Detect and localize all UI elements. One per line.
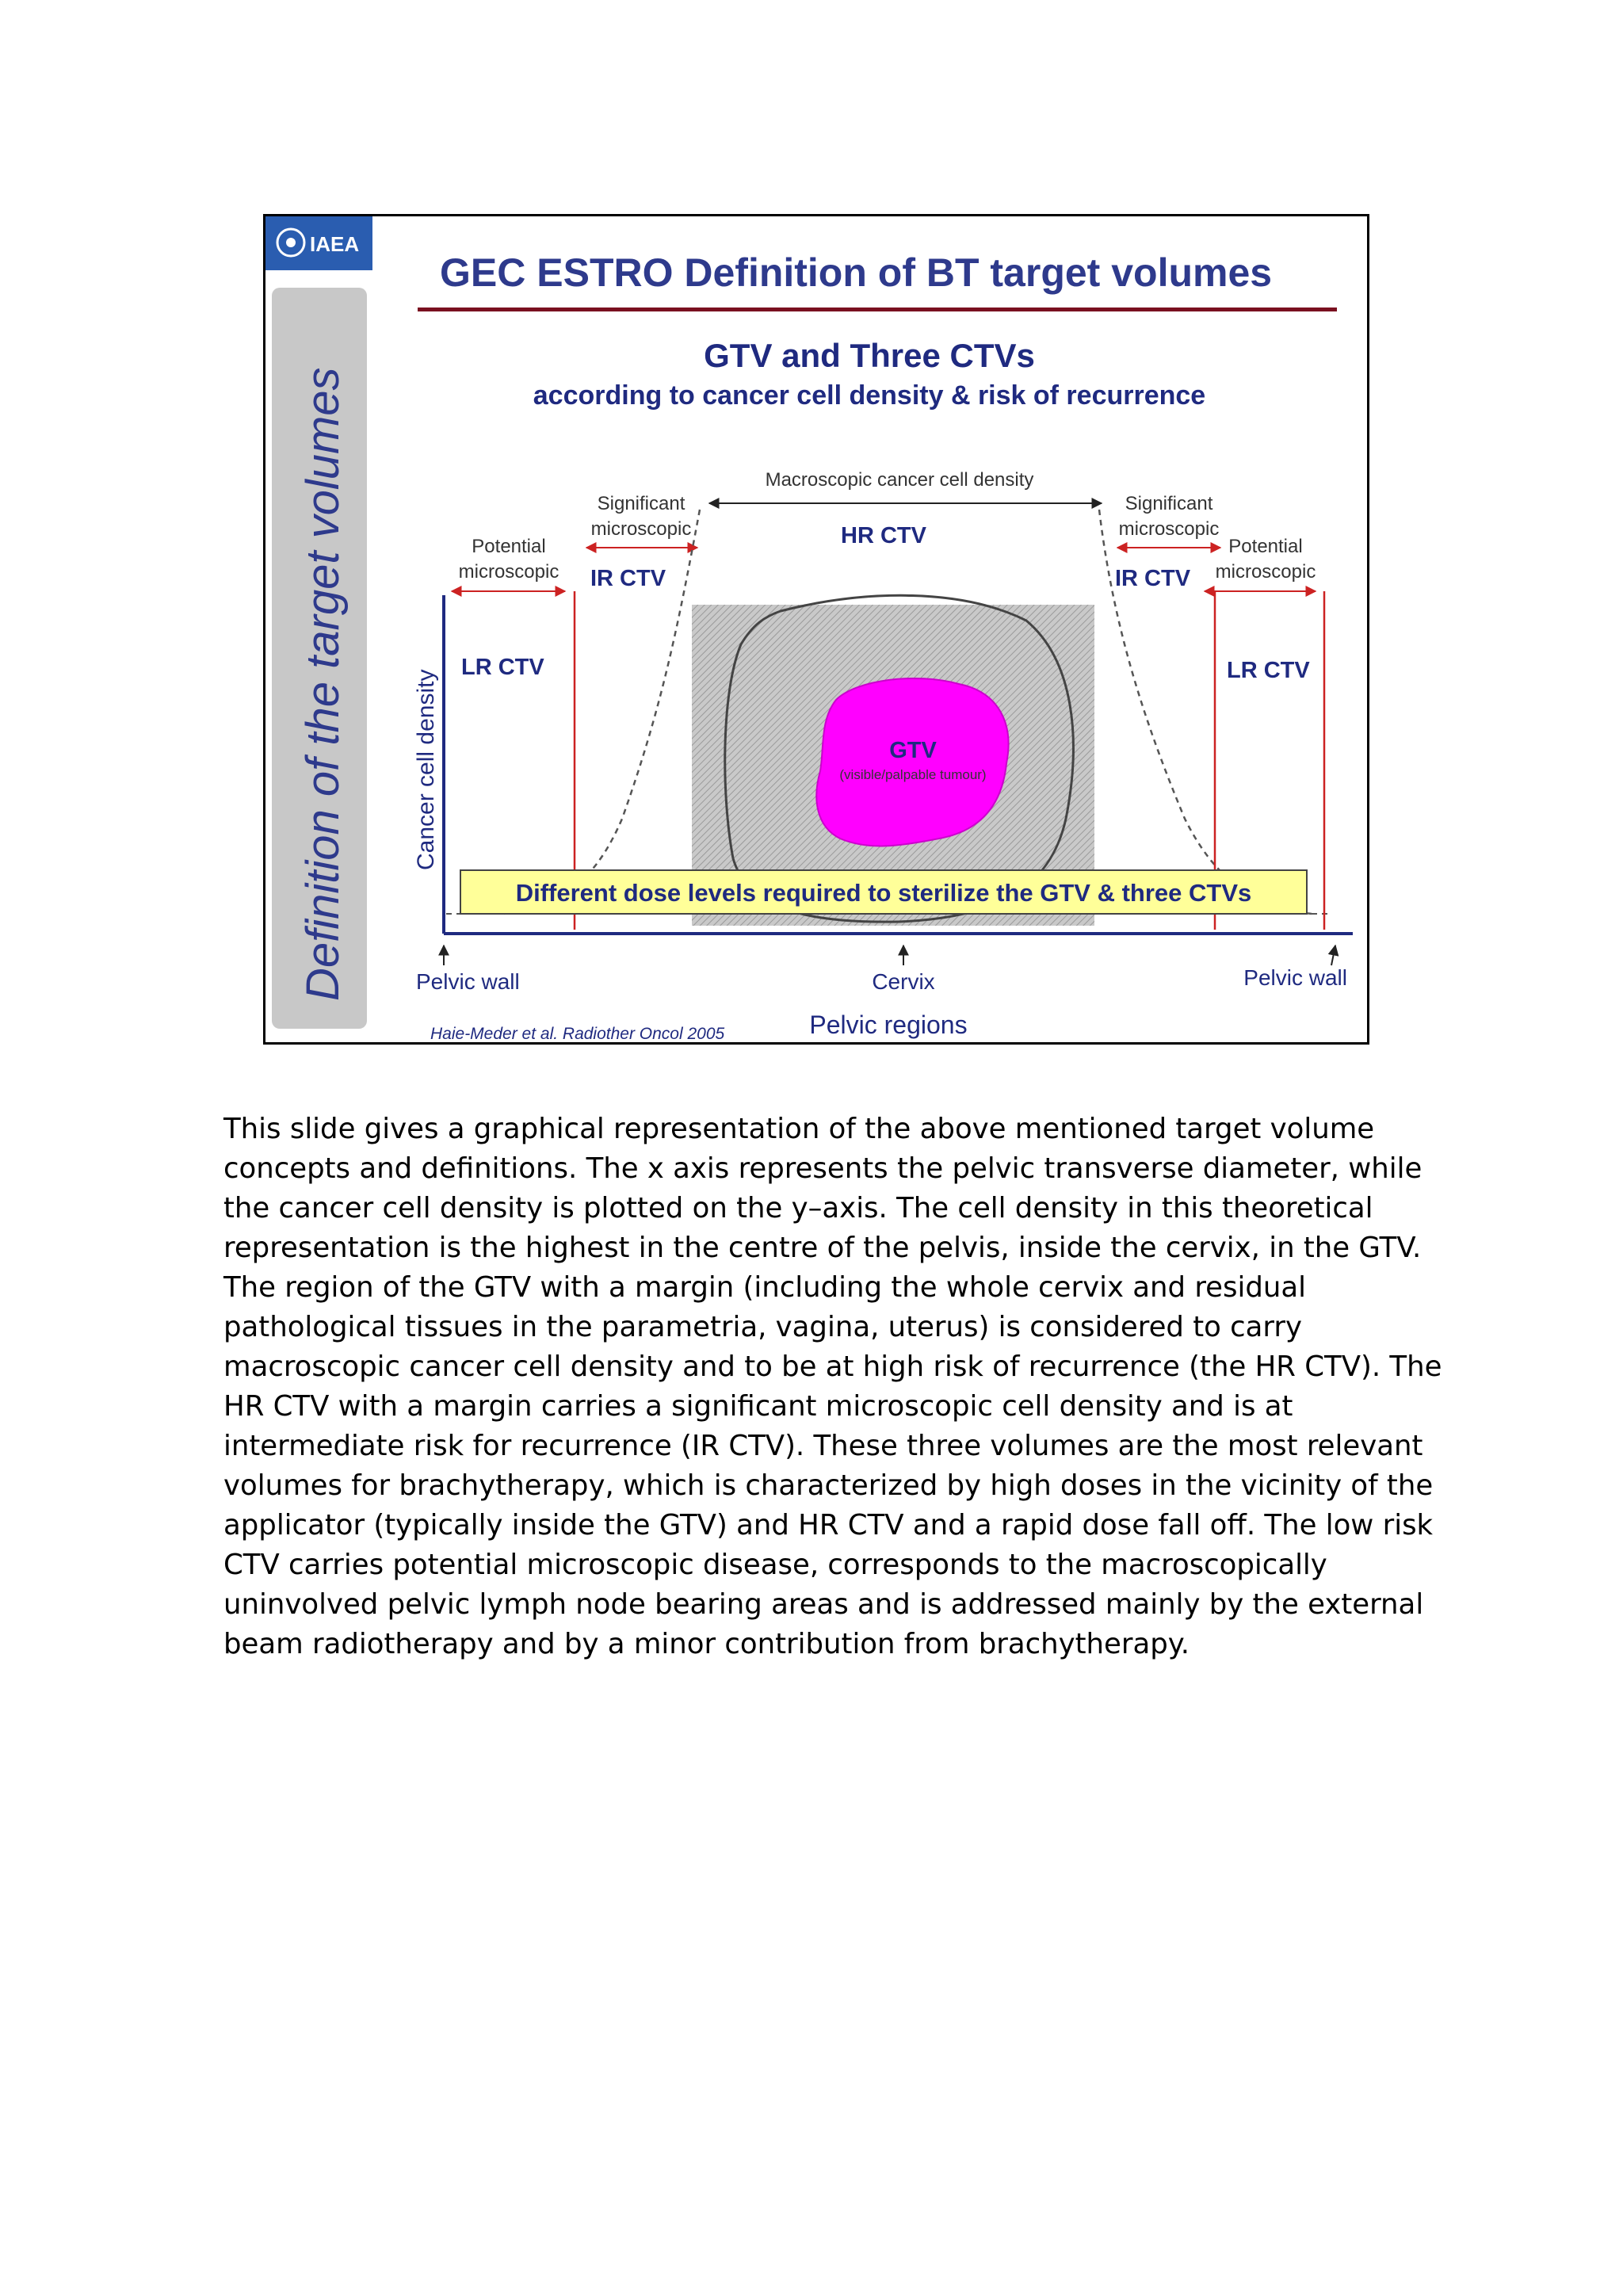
- subtitle-main: GTV and Three CTVs: [704, 337, 1035, 374]
- label-ir-ctv-right: IR CTV: [1115, 566, 1191, 591]
- pelvic-wall-left-label: Pelvic wall: [416, 969, 520, 994]
- label-ir-ctv-left: IR CTV: [590, 566, 666, 591]
- logo-text: IAEA: [310, 232, 360, 256]
- caption-paragraph: This slide gives a graphical representation of the above mentioned target volume concepts and definitions. The x axis represents the pelvic transverse diameter, while the cancer cell density is plotted on the y–axis. The cell density in this theoretical representation is the highest in the centre of the pelvis, inside the cervix, in the GTV. The region of the GTV with a margin (including the whole cervix and residual pathological tissues in the parametria, vagina, uterus) is considered to carry macroscopic cancer cell density and to be at high risk of recurrence (the HR CTV). The HR CTV with a margin carries a significant microscopic cell density and is at intermediate risk for recurrence (IR CTV). These three volumes are the most relevant volumes for brachytherapy, which is characterized by high doses in the vicinity of the applicator (typically inside the GTV) and HR CTV and a rapid dose fall off. The low risk CTV carries potential microscopic disease, corresponds to the macroscopically uninvolved pelvic lymph node bearing areas and is addressed mainly by the external beam radiotherapy and by a minor contribution from brachytherapy.: [223, 1113, 1442, 1660]
- pelvic-wall-right-pointer: [1331, 946, 1335, 965]
- label-gtv-note: (visible/palpable tumour): [839, 767, 987, 782]
- pelvic-wall-right-label: Pelvic wall: [1243, 965, 1347, 990]
- label-significant-left-1: Significant: [597, 493, 685, 514]
- slide-graphic: [265, 216, 1367, 1042]
- label-hr-ctv: HR CTV: [841, 523, 926, 548]
- label-gtv: GTV: [889, 738, 937, 763]
- label-potential-left-1: Potential: [472, 536, 546, 557]
- dose-banner-text: Different dose levels required to sterilize the GTV & three CTVs: [515, 879, 1252, 907]
- citation: Haie-Meder et al. Radiother Oncol 2005: [430, 1025, 725, 1042]
- iaea-logo: [265, 216, 372, 270]
- label-lr-ctv-left: LR CTV: [461, 655, 544, 680]
- label-potential-right-2: microscopic: [1215, 561, 1316, 583]
- label-significant-right-2: microscopic: [1118, 518, 1220, 540]
- x-axis-label: Pelvic regions: [809, 1010, 968, 1039]
- title-rule: [418, 308, 1337, 311]
- label-macroscopic: Macroscopic cancer cell density: [765, 469, 1034, 491]
- label-lr-ctv-right: LR CTV: [1227, 658, 1310, 683]
- label-significant-left-2: microscopic: [590, 518, 692, 540]
- y-axis-label: Cancer cell density: [413, 669, 439, 870]
- cervix-label: Cervix: [872, 969, 935, 994]
- slide: [263, 214, 1369, 1045]
- sidebar-title: Definition of the target volumes: [297, 367, 349, 1001]
- label-potential-left-2: microscopic: [458, 561, 559, 583]
- subtitle-sub: according to cancer cell density & risk of recurrence: [533, 380, 1206, 411]
- label-potential-right-1: Potential: [1228, 536, 1303, 557]
- label-significant-right-1: Significant: [1125, 493, 1213, 514]
- slide-title: GEC ESTRO Definition of BT target volumes: [440, 250, 1273, 295]
